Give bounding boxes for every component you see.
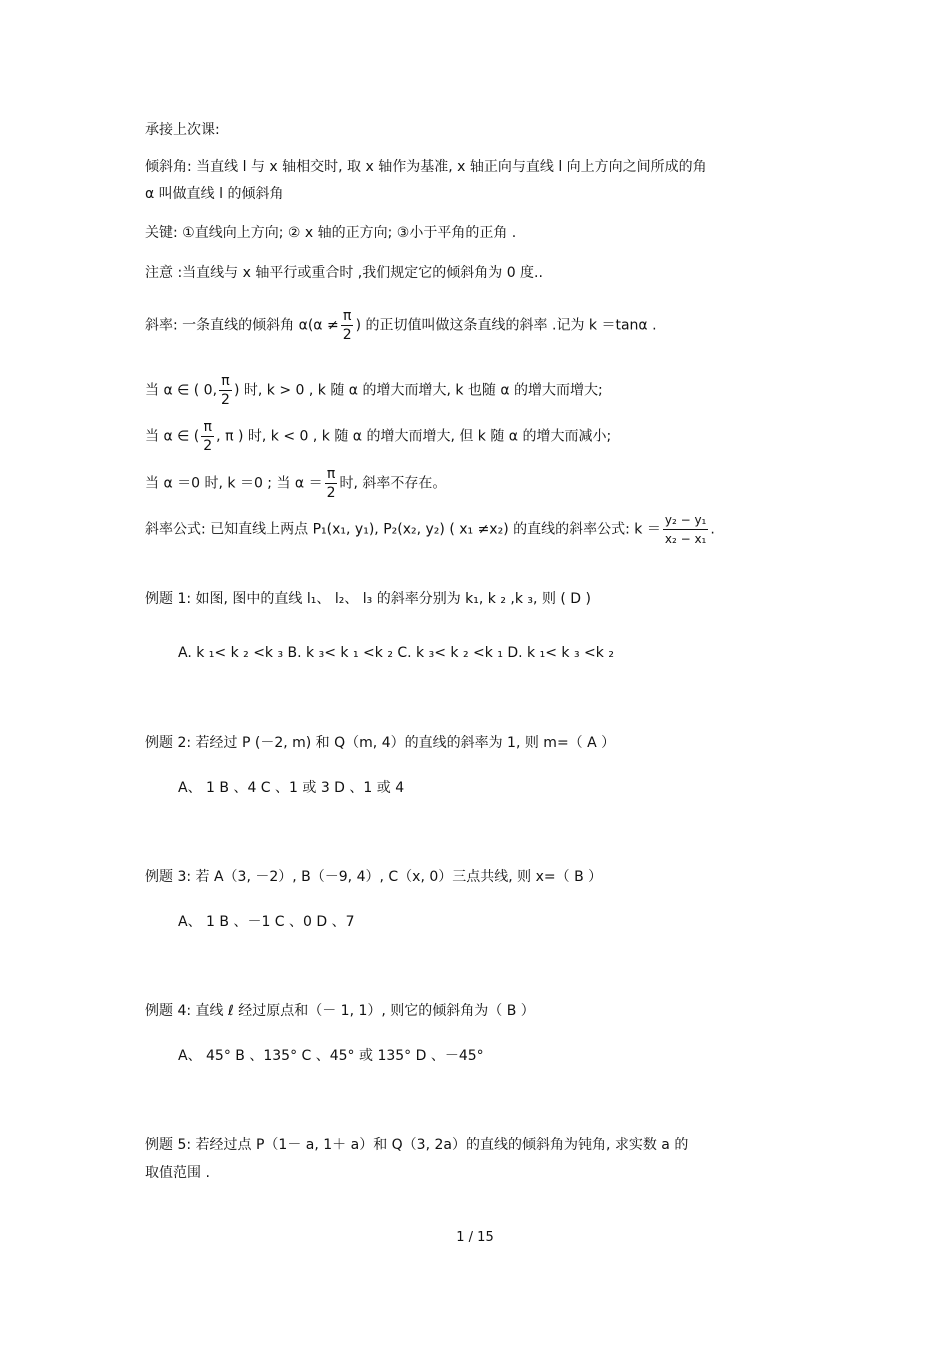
pi-over-2-fraction [219,372,232,409]
example-5-question-cont: 取值范围 . [145,1165,210,1181]
example-5-question: 例题 5: 若经过点 P（1－ a, 1＋ a）和 Q（3, 2a）的直线的倾斜角为钝角, 求实数 a 的 [145,1137,689,1153]
fraction-denominator: 2 [221,392,230,408]
formula-numerator: y₂ − y₁ [663,511,709,530]
example-1-question: 例题 1: 如图, 图中的直线 l₁、 l₂、 l₃ 的斜率分别为 k₁, k ₂ ,k ₃, 则 ( D ) [145,591,591,607]
fraction-numerator: π [203,419,212,435]
pi-over-2-fraction [341,307,354,344]
case-special-text: 当 α ＝0 时, k ＝0 ; 当 α ＝ [145,475,323,492]
example-3-question: 例题 3: 若 A（3, －2）, B（－9, 4）, C（x, 0）三点共线, 则 x=（ B ） [145,869,603,885]
fraction-denominator: 2 [326,485,336,501]
fraction-denominator: 2 [203,438,213,454]
case-acute-text-end: ) 时, k > 0 , k 随 α 的增大而增大, k 也随 α 的增大而增大; [233,382,603,399]
slope-def-text-end: ) 的正切值叫做这条直线的斜率 .记为 k ＝tanα . [355,317,657,334]
pi-over-2-fraction [325,465,338,502]
slope-formula-fraction [663,511,709,548]
slope-definition [145,307,657,344]
note-line: 注意 :当直线与 x 轴平行或重合时 ,我们规定它的倾斜角为 0 度.. [145,265,543,281]
fraction-numerator: π [221,373,230,389]
example-4-options: A、 45° B 、135° C 、45° 或 135° D 、－45° [178,1048,484,1064]
example-4-question: 例题 4: 直线 ℓ 经过原点和（－ 1, 1）, 则它的倾斜角为（ B ） [145,1003,535,1019]
fraction-denominator: 2 [342,327,352,343]
slope-def-text: 斜率: 一条直线的倾斜角 α(α ≠ [145,317,339,334]
slope-formula [145,511,715,548]
case-obtuse-text-end: , π ) 时, k < 0 , k 随 α 的增大而增大, 但 k 随 α 的增大而减小; [216,428,612,445]
inclination-definition-cont: α 叫做直线 l 的倾斜角 [145,186,284,202]
fraction-numerator: π [326,466,336,482]
page-number: 1 / 15 [456,1230,494,1245]
slope-formula-end: . [710,521,715,538]
fraction-numerator: π [342,308,352,324]
example-1-options: A. k ₁< k ₂ <k ₃ B. k ₃< k ₁ <k ₂ C. k ₃< k ₂ <k ₁ D. k ₁< k ₃ <k ₂ [178,645,614,661]
pi-over-2-fraction [201,418,214,455]
intro-line: 承接上次课: [145,122,220,138]
inclination-definition: 倾斜角: 当直线 l 与 x 轴相交时, 取 x 轴作为基准, x 轴正向与直线 l 向上方向之间所成的角 [145,159,707,175]
case-acute-text: 当 α ∈ ( 0, [145,382,218,399]
example-2-question: 例题 2: 若经过 P (－2, m) 和 Q（m, 4）的直线的斜率为 1, 则 m=（ A ） [145,735,616,751]
case-acute [145,372,603,409]
formula-denominator: x₂ − x₁ [664,532,707,546]
case-obtuse-text: 当 α ∈ ( [145,428,200,445]
example-3-options: A、 1 B 、－1 C 、0 D 、7 [178,914,355,930]
case-special-text-end: 时, 斜率不存在。 [339,475,447,492]
key-points: 关键: ①直线向上方向; ② x 轴的正方向; ③小于平角的正角 . [145,225,517,241]
slope-formula-text: 斜率公式: 已知直线上两点 P₁(x₁, y₁), P₂(x₂, y₂) ( x₁ ≠x₂) 的直线的斜率公式: k ＝ [145,521,661,538]
case-special [145,465,446,502]
example-2-options: A、 1 B 、4 C 、1 或 3 D 、1 或 4 [178,780,405,796]
case-obtuse [145,418,611,455]
